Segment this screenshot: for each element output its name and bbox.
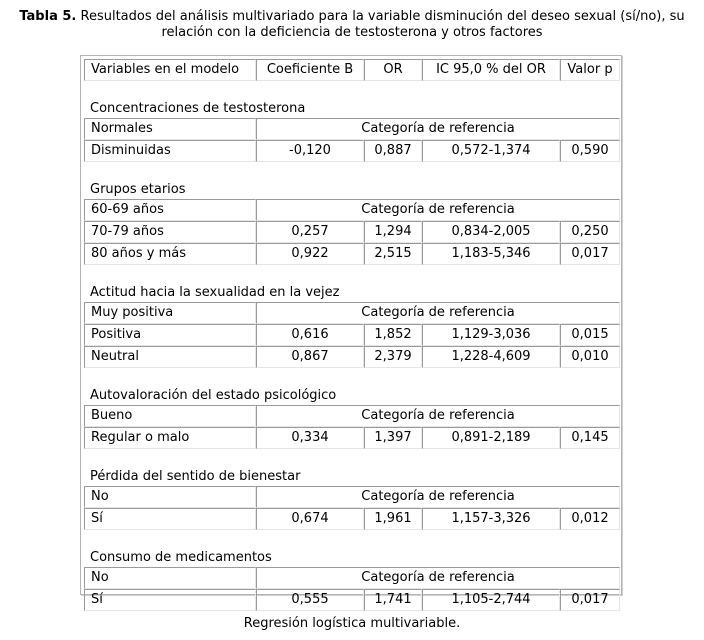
reference-category-cell: Categoría de referencia xyxy=(256,567,620,589)
coef-b-cell: 0,257 xyxy=(256,221,364,243)
table-row xyxy=(84,118,620,140)
spacer-cell xyxy=(84,265,620,282)
p-value-cell: 0,250 xyxy=(560,221,620,243)
table-row xyxy=(84,324,620,346)
table-row xyxy=(84,243,620,265)
reference-category-cell: Categoría de referencia xyxy=(256,118,620,140)
table-row xyxy=(84,486,620,508)
header-coef-b: Coeficiente B xyxy=(256,59,364,81)
or-cell: 1,397 xyxy=(364,427,422,449)
table-row xyxy=(84,567,620,589)
spacer-cell xyxy=(84,368,620,385)
section-title: Pérdida del sentido de bienestar xyxy=(90,469,301,484)
reference-category-cell: Categoría de referencia xyxy=(256,199,620,221)
p-value-cell: 0,015 xyxy=(560,324,620,346)
table-row xyxy=(84,427,620,449)
variable-cell: Sí xyxy=(84,589,256,611)
table-row xyxy=(84,589,620,611)
reference-category-cell: Categoría de referencia xyxy=(256,405,620,427)
table-row xyxy=(84,508,620,530)
header-p-value: Valor p xyxy=(560,59,620,81)
variable-cell: Sí xyxy=(84,508,256,530)
reference-category-cell: Categoría de referencia xyxy=(256,302,620,324)
table-row xyxy=(84,346,620,368)
spacer-cell xyxy=(84,449,620,466)
ic-cell: 1,105-2,744 xyxy=(422,589,560,611)
table-row xyxy=(84,140,620,162)
spacer-cell xyxy=(84,530,620,547)
section-spacer xyxy=(84,368,620,385)
ic-cell: 1,228-4,609 xyxy=(422,346,560,368)
section-spacer xyxy=(84,530,620,547)
variable-cell: 80 años y más xyxy=(84,243,256,265)
header-ic: IC 95,0 % del OR xyxy=(422,59,560,81)
variable-cell: Regular o malo xyxy=(84,427,256,449)
or-cell: 1,741 xyxy=(364,589,422,611)
variable-cell: No xyxy=(84,486,256,508)
coef-b-cell: 0,334 xyxy=(256,427,364,449)
variable-cell: Neutral xyxy=(84,346,256,368)
coef-b-cell: 0,555 xyxy=(256,589,364,611)
ic-cell: 0,572-1,374 xyxy=(422,140,560,162)
section-title: Autovaloración del estado psicológico xyxy=(90,388,337,403)
or-cell: 0,887 xyxy=(364,140,422,162)
results-table xyxy=(84,59,620,611)
ic-cell: 1,129-3,036 xyxy=(422,324,560,346)
or-cell: 1,294 xyxy=(364,221,422,243)
spacer-cell xyxy=(84,81,620,98)
section-spacer xyxy=(84,265,620,282)
table-row xyxy=(84,221,620,243)
p-value-cell: 0,012 xyxy=(560,508,620,530)
results-table-frame xyxy=(80,55,622,607)
or-cell: 1,961 xyxy=(364,508,422,530)
or-cell: 2,379 xyxy=(364,346,422,368)
variable-cell: Positiva xyxy=(84,324,256,346)
p-value-cell: 0,145 xyxy=(560,427,620,449)
ic-cell: 0,891-2,189 xyxy=(422,427,560,449)
coef-b-cell: 0,867 xyxy=(256,346,364,368)
section-spacer xyxy=(84,449,620,466)
section-row xyxy=(84,466,620,486)
table-caption: Resultados del análisis multivariado para la variable disminución del deseo sexual (sí/no), su relación con la deficiencia de testosterona y otros factores xyxy=(76,9,685,40)
section-row xyxy=(84,98,620,118)
section-spacer xyxy=(84,81,620,98)
p-value-cell: 0,010 xyxy=(560,346,620,368)
coef-b-cell: 0,616 xyxy=(256,324,364,346)
variable-cell: No xyxy=(84,567,256,589)
section-spacer xyxy=(84,162,620,179)
reference-category-cell: Categoría de referencia xyxy=(256,486,620,508)
variable-cell: 60-69 años xyxy=(84,199,256,221)
p-value-cell: 0,017 xyxy=(560,589,620,611)
ic-cell: 1,157-3,326 xyxy=(422,508,560,530)
table-body xyxy=(84,59,620,611)
ic-cell: 0,834-2,005 xyxy=(422,221,560,243)
table-row xyxy=(84,302,620,324)
section-title: Consumo de medicamentos xyxy=(90,550,272,565)
variable-cell: Bueno xyxy=(84,405,256,427)
coef-b-cell: 0,674 xyxy=(256,508,364,530)
header-or: OR xyxy=(364,59,422,81)
table-row xyxy=(84,405,620,427)
or-cell: 2,515 xyxy=(364,243,422,265)
variable-cell: Normales xyxy=(84,118,256,140)
section-title: Grupos etarios xyxy=(90,182,186,197)
table-row xyxy=(84,199,620,221)
variable-cell: 70-79 años xyxy=(84,221,256,243)
ic-cell: 1,183-5,346 xyxy=(422,243,560,265)
coef-b-cell: 0,922 xyxy=(256,243,364,265)
or-cell: 1,852 xyxy=(364,324,422,346)
coef-b-cell: -0,120 xyxy=(256,140,364,162)
spacer-cell xyxy=(84,162,620,179)
section-title: Concentraciones de testosterona xyxy=(90,101,306,116)
section-title: Actitud hacia la sexualidad en la vejez xyxy=(90,285,340,300)
section-row xyxy=(84,282,620,302)
table-footnote: Regresión logística multivariable. xyxy=(243,616,461,631)
variable-cell: Disminuidas xyxy=(84,140,256,162)
header-row xyxy=(84,59,620,81)
variable-cell: Muy positiva xyxy=(84,302,256,324)
section-row xyxy=(84,179,620,199)
header-variables: Variables en el modelo xyxy=(84,59,256,81)
p-value-cell: 0,017 xyxy=(560,243,620,265)
table-number: Tabla 5. xyxy=(19,9,77,24)
section-row xyxy=(84,385,620,405)
table-title xyxy=(6,9,698,41)
section-row xyxy=(84,547,620,567)
p-value-cell: 0,590 xyxy=(560,140,620,162)
